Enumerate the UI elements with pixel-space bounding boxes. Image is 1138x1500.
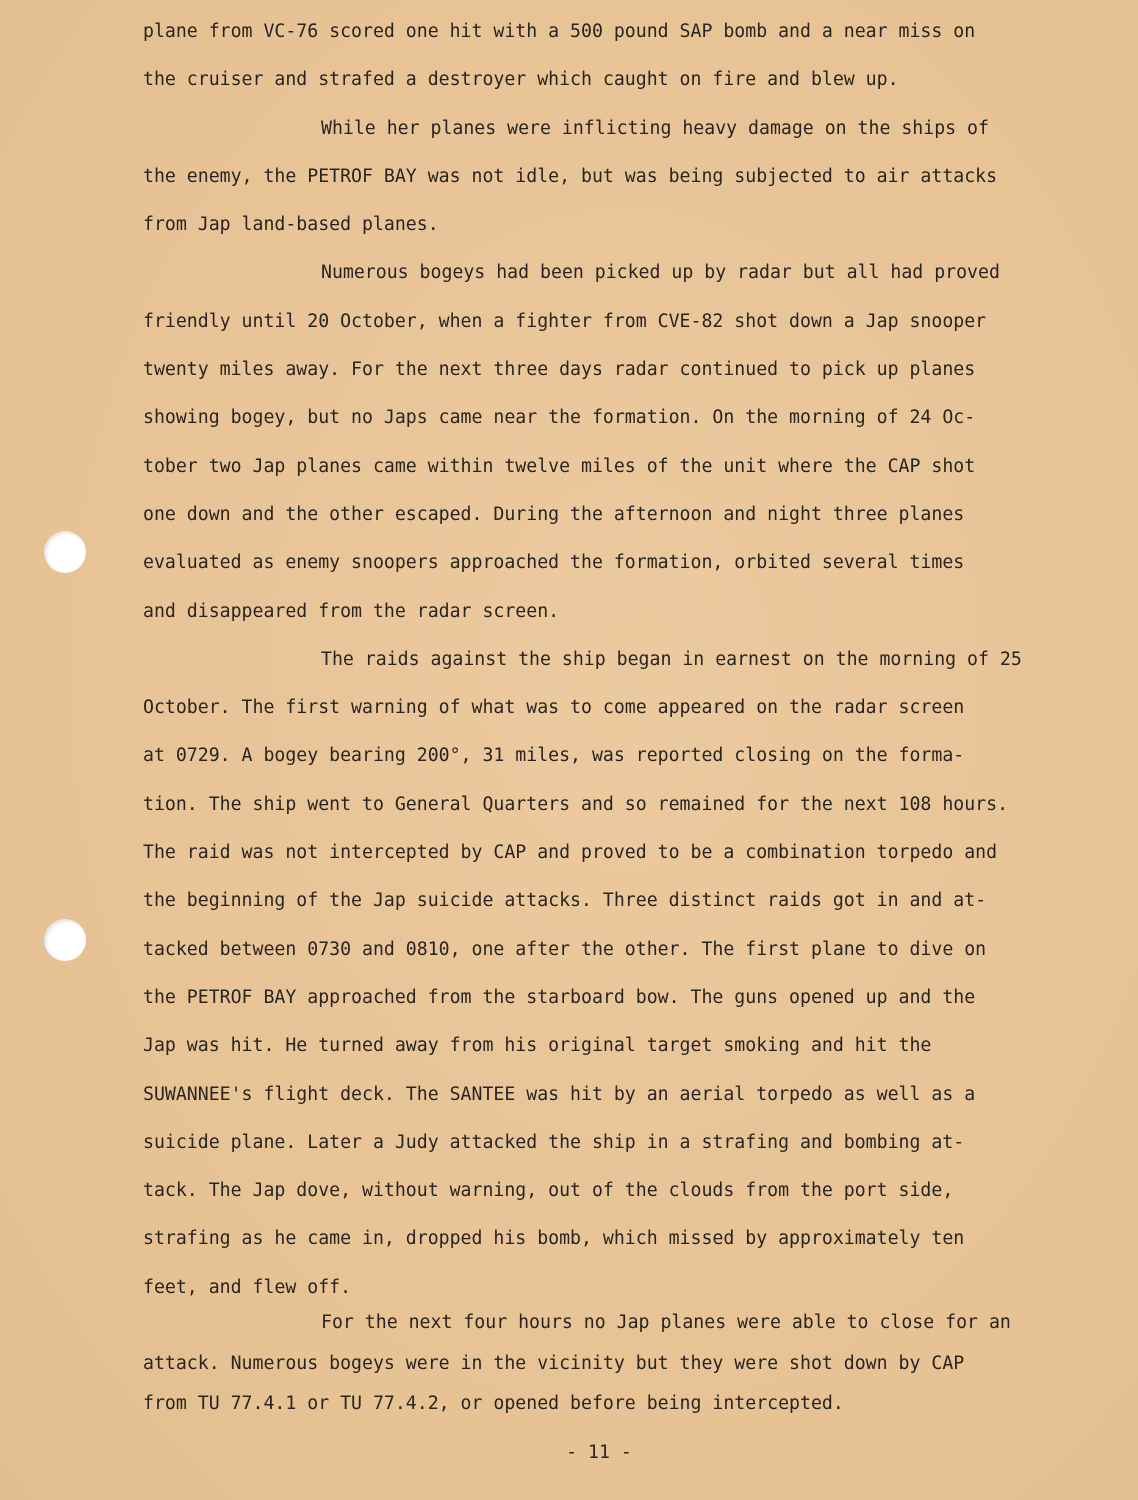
text-line: the cruiser and strafed a destroyer which caught on fire and blew up. [143,69,899,91]
paragraph-start-line: While her planes were inflicting heavy damage on the ships of [321,117,989,139]
punch-hole [44,531,86,573]
page-number: - 11 - [566,1442,632,1463]
text-line: the beginning of the Jap suicide attacks. Three distinct raids got in and at- [143,890,987,912]
text-line: tacked between 0730 and 0810, one after the other. The first plane to dive on [143,938,987,960]
final-paragraph [143,1303,1098,1425]
text-line: showing bogey, but no Japs came near the formation. On the morning of 24 Oc- [143,407,976,429]
text-line: October. The first warning of what was to come appeared on the radar screen [143,697,965,719]
text-line: tion. The ship went to General Quarters and so remained for the next 108 hours. [143,793,1009,815]
text-line: and disappeared from the radar screen. [143,600,560,622]
text-line: from TU 77.4.1 or TU 77.4.2, or opened before being intercepted. [143,1393,844,1414]
text-line: twenty miles away. For the next three days radar continued to pick up planes [143,359,976,381]
text-line: The raid was not intercepted by CAP and proved to be a combination torpedo and [143,842,998,864]
text-line: attack. Numerous bogeys were in the vicinity but they were shot down by CAP [143,1352,965,1374]
text-line: the PETROF BAY approached from the starboard bow. The guns opened up and the [143,986,976,1008]
text-line: strafing as he came in, dropped his bomb, which missed by approximately ten [143,1228,965,1250]
text-line: plane from VC-76 scored one hit with a 500 pound SAP bomb and a near miss on [143,21,976,42]
punch-hole [44,919,86,961]
text-line: from Jap land-based planes. [143,214,439,236]
paragraph-start-line: Numerous bogeys had been picked up by radar but all had proved [321,262,1000,284]
paragraph-start-line: The raids against the ship began in earnest on the morning of 25 [321,648,1022,670]
body-text [143,8,1098,1312]
text-line: evaluated as enemy snoopers approached the formation, orbited several times [143,552,965,574]
paragraph-start-line: For the next four hours no Jap planes were able to close for an [321,1312,1011,1333]
text-line: tack. The Jap dove, without warning, out of the clouds from the port side, [143,1180,954,1202]
text-line: at 0729. A bogey bearing 200°, 31 miles, was reported closing on the forma- [143,745,965,767]
text-line: SUWANNEE's flight deck. The SANTEE was hit by an aerial torpedo as well as a [143,1083,976,1105]
text-line: suicide plane. Later a Judy attacked the ship in a strafing and bombing at- [143,1131,965,1153]
text-line: one down and the other escaped. During the afternoon and night three planes [143,503,965,525]
text-line: tober two Jap planes came within twelve miles of the unit where the CAP shot [143,455,976,477]
text-line: friendly until 20 October, when a fighter from CVE-82 shot down a Jap snooper [143,310,987,332]
text-line: Jap was hit. He turned away from his original target smoking and hit the [143,1035,932,1057]
text-line: the enemy, the PETROF BAY was not idle, but was being subjected to air attacks [143,165,998,187]
text-line: feet, and flew off. [143,1276,352,1298]
